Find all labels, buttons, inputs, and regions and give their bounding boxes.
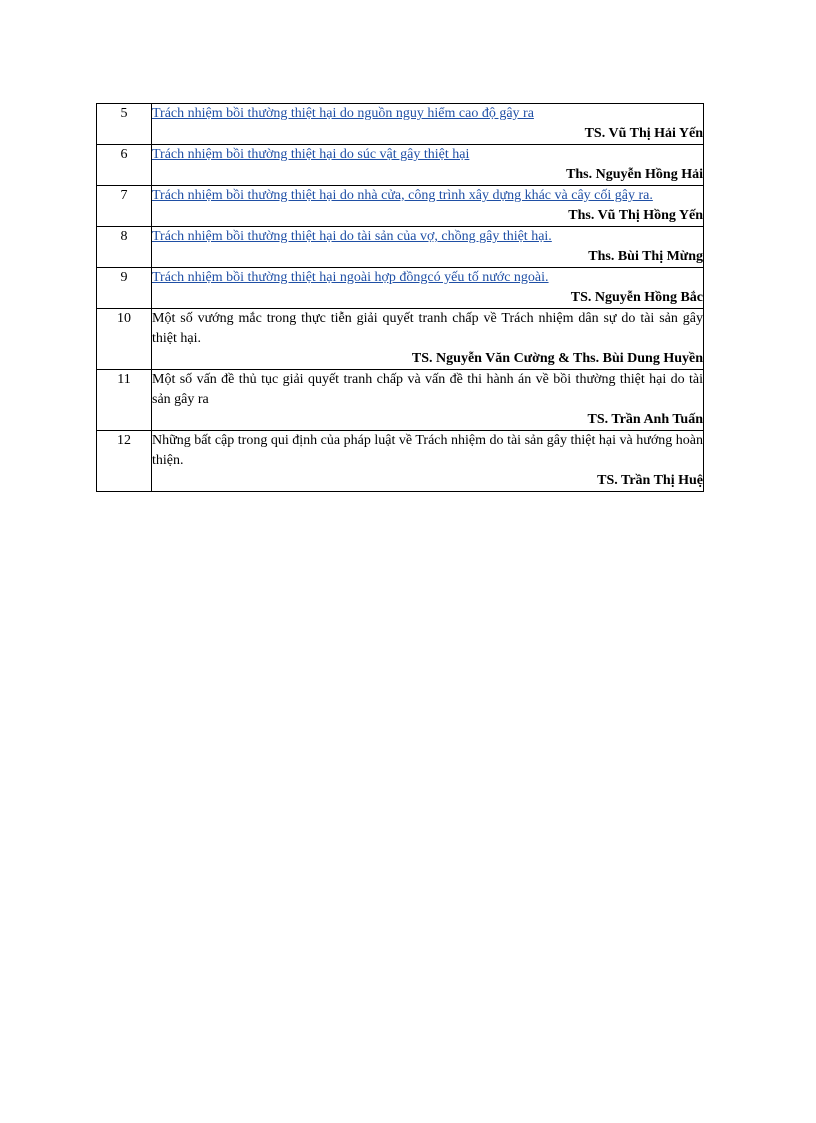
table-row (97, 104, 704, 145)
row-number: 12 (97, 431, 152, 492)
article-author: Ths. Bùi Thị Mừng (588, 249, 703, 264)
row-number: 8 (97, 227, 152, 268)
row-content (152, 145, 704, 186)
row-content (152, 370, 704, 431)
row-content (152, 227, 704, 268)
article-author: Ths. Nguyễn Hồng Hải (566, 167, 703, 182)
article-title: Một số vướng mắc trong thực tiễn giải quyết tranh chấp về Trách nhiệm dân sự do tài sản gây thiệt hại. (152, 311, 703, 346)
article-title-link[interactable]: Trách nhiệm bồi thường thiệt hại do nguồn nguy hiểm cao độ gây ra (152, 106, 534, 121)
article-title: Những bất cập trong qui định của pháp luật về Trách nhiệm do tài sản gây thiệt hại và hướng hoàn thiện. (152, 433, 703, 468)
article-title-link[interactable]: Trách nhiệm bồi thường thiệt hại ngoài hợp đồngcó yếu tố nước ngoài. (152, 270, 549, 285)
row-content (152, 431, 704, 492)
row-number: 7 (97, 186, 152, 227)
article-title: Một số vấn đề thủ tục giải quyết tranh chấp và vấn đề thi hành án về bồi thường thiệt hại do tài sản gây ra (152, 372, 703, 407)
row-content (152, 268, 704, 309)
article-author: TS. Vũ Thị Hải Yến (584, 126, 703, 141)
table-row (97, 431, 704, 492)
row-number: 11 (97, 370, 152, 431)
table-row (97, 186, 704, 227)
row-number: 5 (97, 104, 152, 145)
row-number: 6 (97, 145, 152, 186)
article-author: TS. Nguyễn Hồng Bắc (570, 290, 703, 305)
article-author: TS. Nguyễn Văn Cường & Ths. Bùi Dung Huyền (411, 351, 703, 366)
row-number: 10 (97, 309, 152, 370)
articles-table (96, 103, 704, 492)
table-row (97, 309, 704, 370)
article-title-link[interactable]: Trách nhiệm bồi thường thiệt hại do súc vật gây thiệt hại (152, 147, 470, 162)
article-author: Ths. Vũ Thị Hồng Yến (568, 208, 703, 223)
table-row (97, 268, 704, 309)
table-row (97, 227, 704, 268)
row-number: 9 (97, 268, 152, 309)
row-content (152, 309, 704, 370)
row-content (152, 186, 704, 227)
table-row (97, 145, 704, 186)
article-title-link[interactable]: Trách nhiệm bồi thường thiệt hại do tài sản của vợ, chồng gây thiệt hại. (152, 229, 552, 244)
row-content (152, 104, 704, 145)
article-author: TS. Trần Thị Huệ (597, 473, 703, 488)
article-title-link[interactable]: Trách nhiệm bồi thường thiệt hại do nhà cửa, công trình xây dựng khác và cây cối gây ra. (152, 188, 653, 203)
table-row (97, 370, 704, 431)
article-author: TS. Trần Anh Tuấn (587, 412, 703, 427)
